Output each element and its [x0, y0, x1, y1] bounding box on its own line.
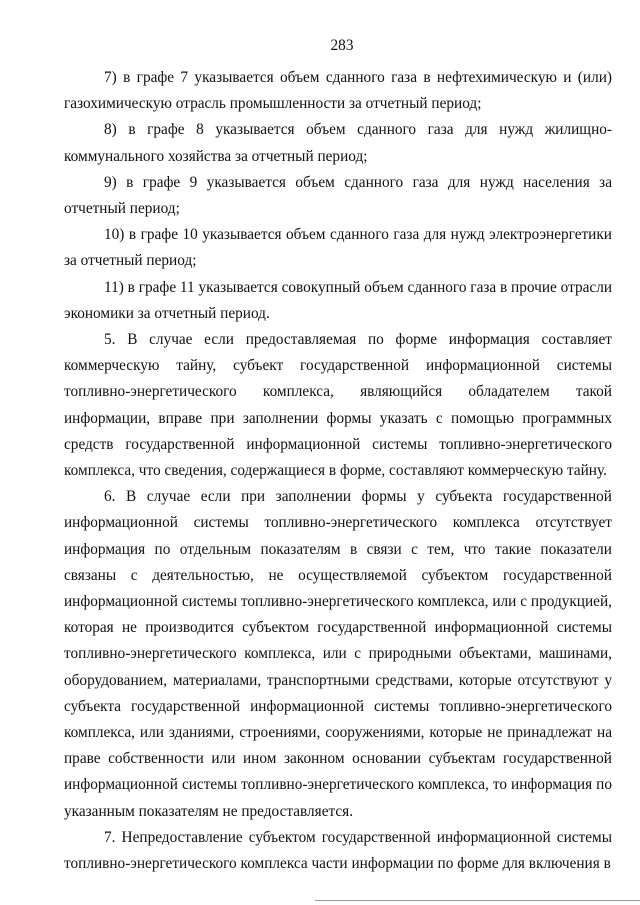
- paragraph-item-9: 9) в графе 9 указывается объем сданного газа для нужд населения за отчетный период;: [64, 173, 612, 218]
- paragraph-clause-6: 6. В случае если при заполнении формы у субъекта государственной информационной системы топливно-энергетического комплекса отсутствует информация по отдельным показателям в связи с тем, что такие показатели связаны с деятельностью, не осуществляемой субъектом государственной информационной системы топливно-энергетического комплекса, или с продукцией, которая не производится субъектом государственной информационной системы топливно-энергетического комплекса, или с природными объектами, машинами, оборудованием, материалами, транспортными средствами, которые отсутствуют у субъекта государственной информационной системы топливно-энергетического комплекса, или зданиями, строениями, сооружениями, которые не принадлежат на праве собственности или ином законном основании субъектам государственной информационной системы топливно-энергетического комплекса, то информация по указанным показателям не предоставляется.: [64, 488, 612, 820]
- paragraph-item-7: 7) в графе 7 указывается объем сданного газа в нефтехимическую и (или) газохимическую отрасль промышленности за отчетный период;: [64, 69, 612, 113]
- paragraph-clause-5: 5. В случае если предоставляемая по форме информация составляет коммерческую тайну, субъект государственной информационной системы топливно-энергетического комплекса, являющийся обладателем такой информации, вправе при заполнении формы указать с помощью программных средств государственной информационной системы топливно-энергетического комплекса, что сведения, содержащиеся в форме, составляют коммерческую тайну.: [64, 331, 612, 480]
- paragraph-clause-7: 7. Непредоставление субъектом государственной информационной системы топливно-энергетического комплекса части информации по форме для включения в: [64, 828, 612, 873]
- page-number: 283: [330, 37, 354, 54]
- paragraph-item-10: 10) в графе 10 указывается объем сданного газа для нужд электроэнергетики за отчетный период;: [64, 226, 612, 270]
- paragraph-item-11: 11) в графе 11 указывается совокупный объем сданного газа в прочие отрасли экономики за отчетный период.: [64, 278, 613, 322]
- scan-edge-line: [315, 900, 640, 901]
- paragraph-item-8: 8) в графе 8 указывается объем сданного газа для нужд жилищно-коммунального хозяйства за отчетный период;: [64, 121, 612, 165]
